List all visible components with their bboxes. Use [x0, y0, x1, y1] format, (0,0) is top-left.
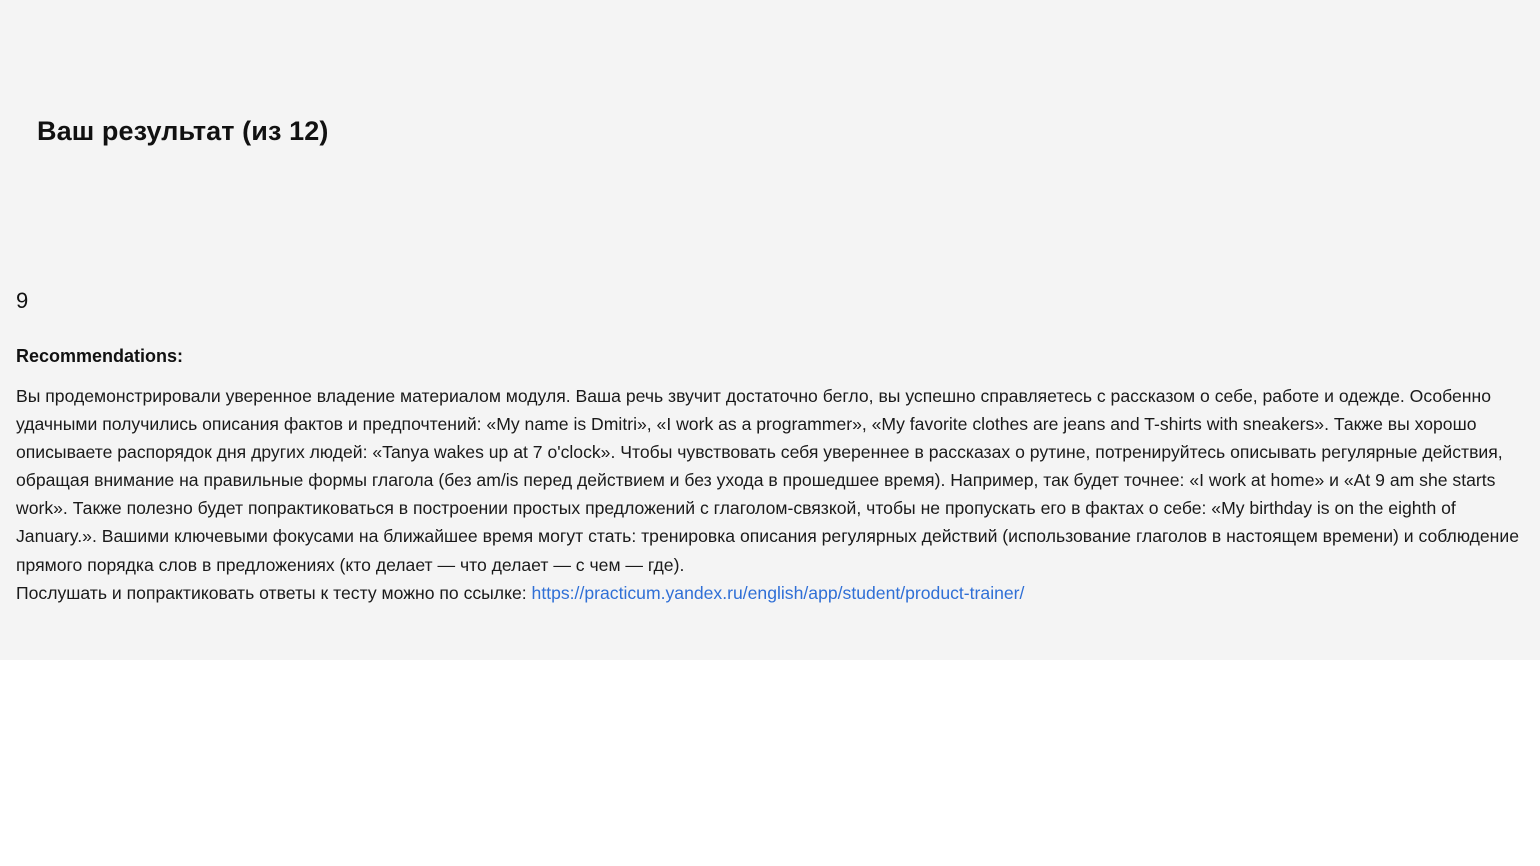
page-title: Ваш результат (из 12): [37, 116, 329, 146]
recommendations-text: Вы продемонстрировали уверенное владение материалом модуля. Ваша речь звучит достаточно бегло, вы успешно справляетесь с рассказом о себе, работе и одежде. Особенно удачными получились описания фактов и предпочтений: «My name is Dmitri», «I work as a programmer», «My favorite clothes are jeans and T-shirts with sneakers». Также вы хорошо описываете распорядок дня других людей: «Tanya wakes up at 7 o'clock». Чтобы чувствовать себя увереннее в рассказах о рутине, потренируйтесь описывать регулярные действия, обращая внимание на правильные формы глагола (без am/is перед действием и без ухода в прошедшее время). Например, так будет точнее: «I work at home» и «At 9 am she starts work». Также полезно будет попрактиковаться в построении простых предложений с глаголом-связкой, чтобы не пропускать его в фактах о себе: «My birthday is on the eighth of January.». Вашими ключевыми фокусами на ближайшее время могут стать: тренировка описания регулярных действий (использование глаголов в настоящем времени) и соблюдение прямого порядка слов в предложениях (кто делает — что делает — с чем — где).: [16, 386, 1520, 575]
trainer-link-prompt: Послушать и попрактиковать ответы к тесту можно по ссылке:: [16, 582, 532, 603]
score-value: 9: [16, 288, 29, 313]
recommendations-heading: Recommendations:: [16, 346, 184, 366]
trainer-link-line: [16, 579, 1521, 607]
recommendations-body: [16, 382, 1521, 607]
trainer-link[interactable]: https://practicum.yandex.ru/english/app/student/product-trainer/: [531, 582, 1025, 603]
